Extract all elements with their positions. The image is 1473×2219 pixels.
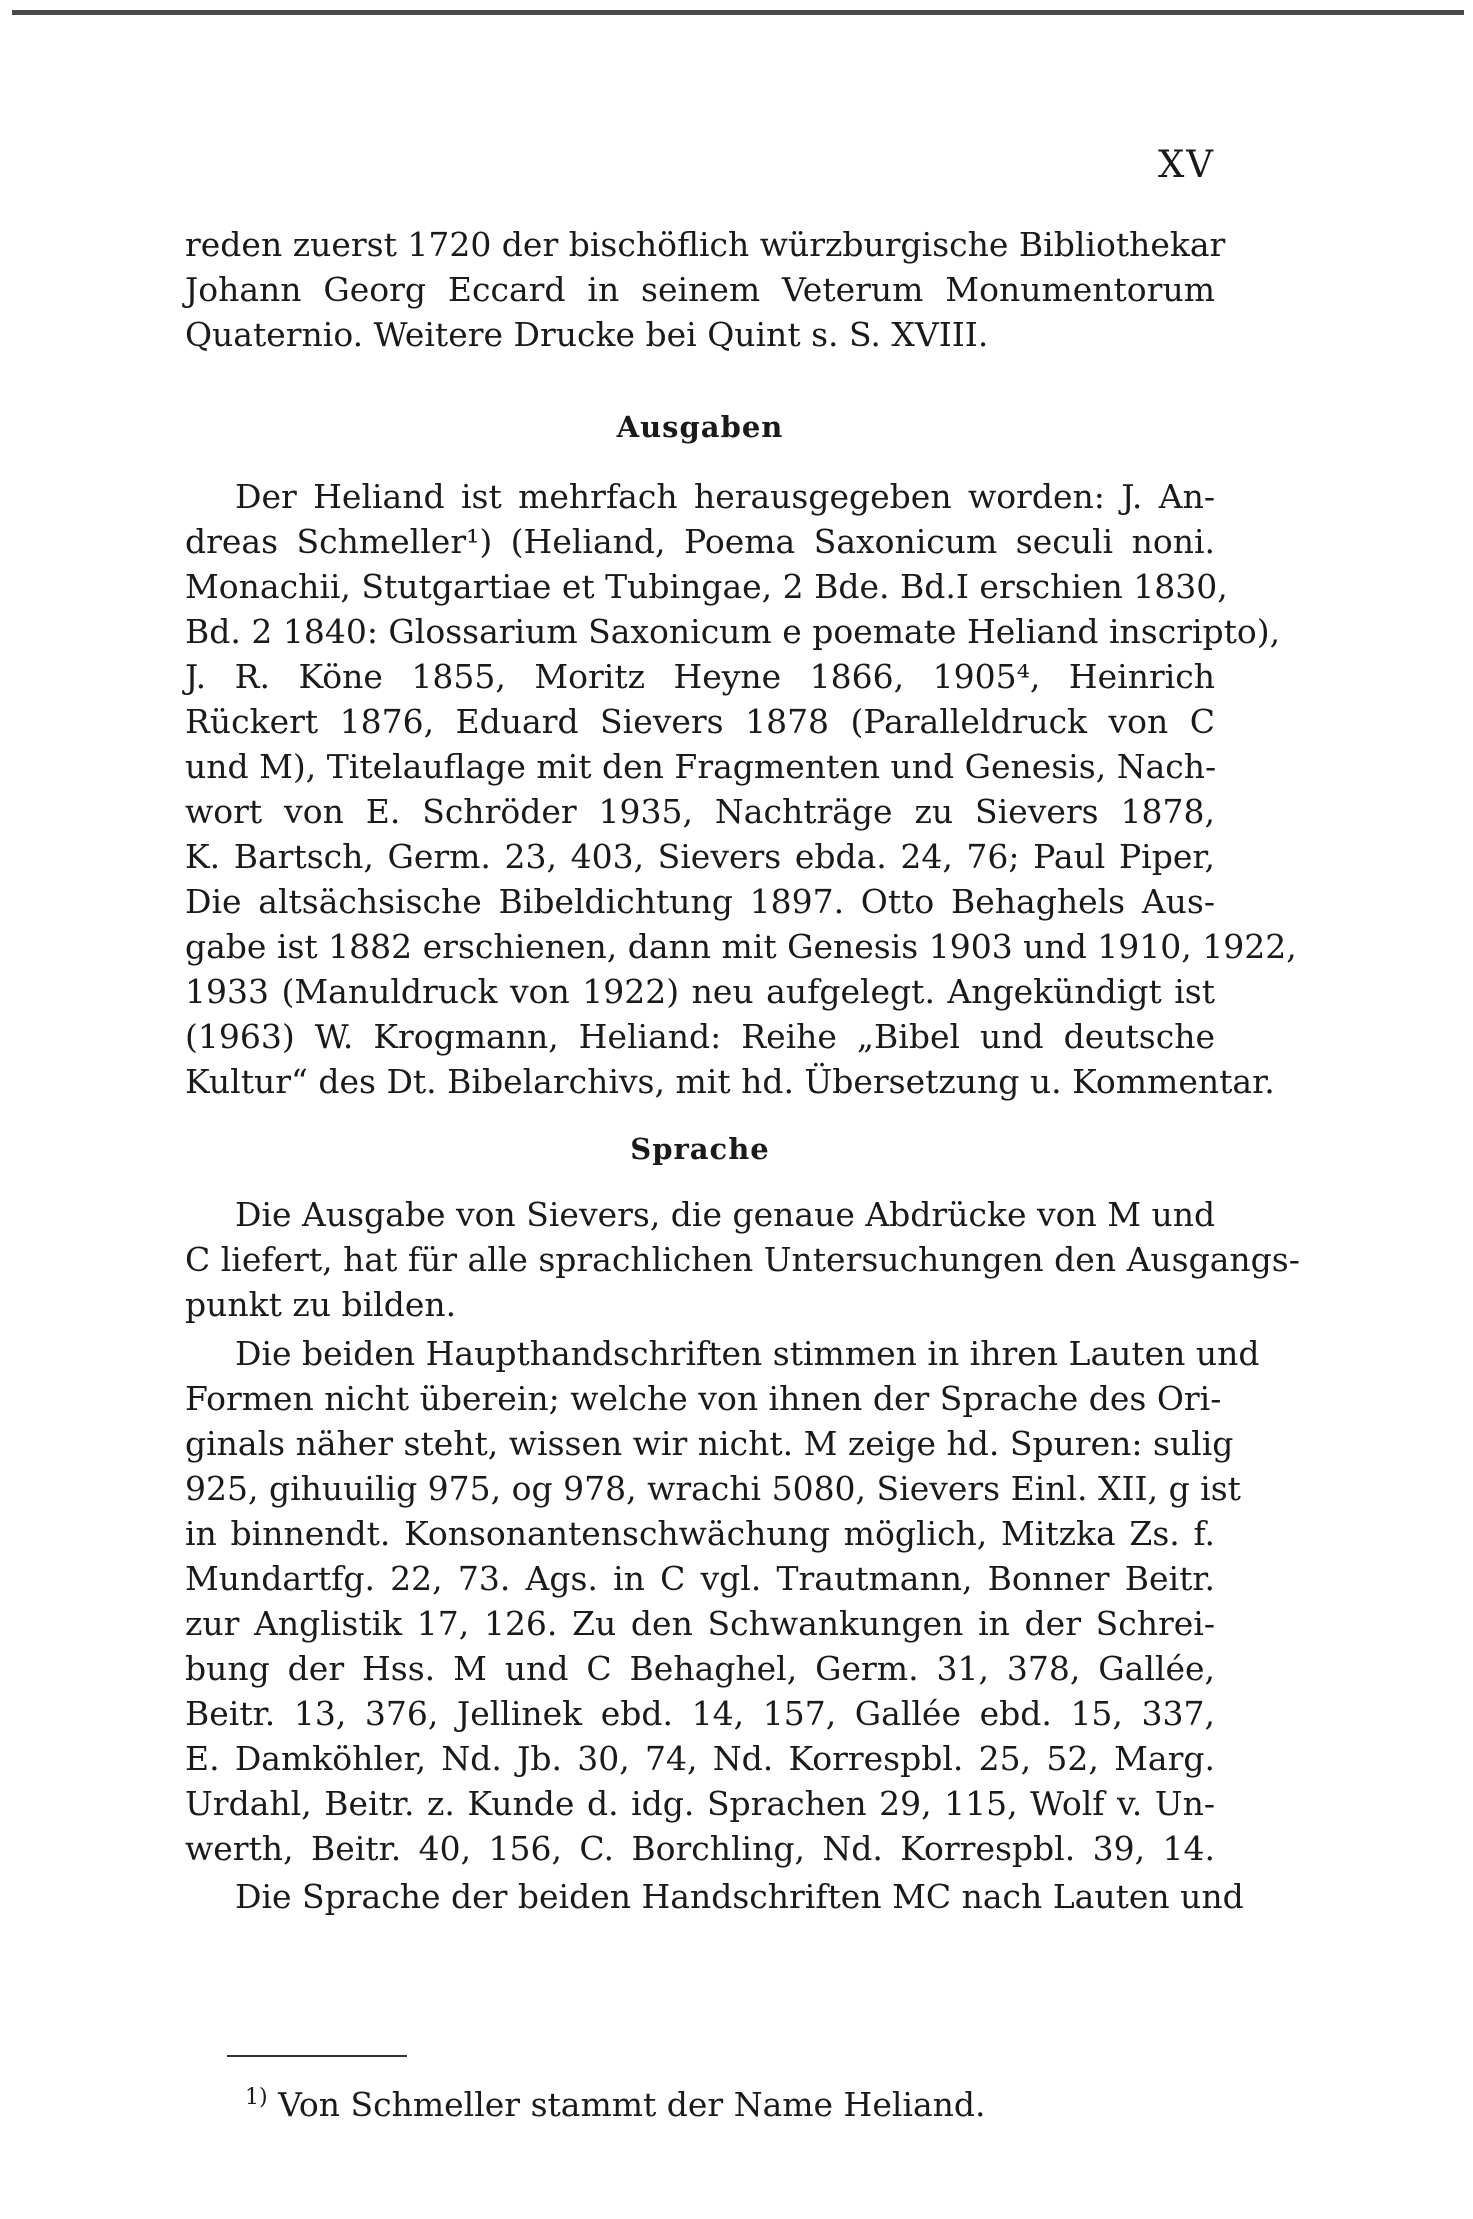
text-line: Formen nicht überein; welche von ihnen der Sprache des Ori- [185, 1379, 1222, 1418]
footnote [245, 2085, 986, 2124]
intro-paragraph [185, 222, 1226, 357]
text-line: Die Ausgabe von Sievers, die genaue Abdrücke von M und [235, 1195, 1216, 1234]
text-line: punkt zu bilden. [185, 1285, 457, 1324]
footnote-text: Von Schmeller stammt der Name Heliand. [278, 2085, 986, 2124]
section-heading-ausgaben: Ausgaben [616, 410, 784, 444]
text-line: E. Damköhler, Nd. Jb. 30, 74, Nd. Korrespbl. 25, 52, Marg. [185, 1739, 1215, 1778]
text-line: Urdahl, Beitr. z. Kunde d. idg. Sprachen 29, 115, Wolf v. Un- [185, 1784, 1215, 1823]
text-line: Bd. 2 1840: Glossarium Saxonicum e poemate Heliand inscripto), [185, 612, 1281, 651]
page-number: XV [1157, 143, 1215, 186]
text-line: Quaternio. Weitere Drucke bei Quint s. S. XVIII. [185, 315, 989, 354]
text-line: Monachii, Stutgartiae et Tubingae, 2 Bde. Bd.I erschien 1830, [185, 567, 1228, 606]
text-line: K. Bartsch, Germ. 23, 403, Sievers ebda. 24, 76; Paul Piper, [185, 837, 1215, 876]
text-line: zur Anglistik 17, 126. Zu den Schwankungen in der Schrei- [185, 1604, 1215, 1643]
footnote-separator [227, 2055, 407, 2057]
text-line: J. R. Köne 1855, Moritz Heyne 1866, 1905⁴, Heinrich [185, 657, 1215, 696]
text-line: werth, Beitr. 40, 156, C. Borchling, Nd. Korrespbl. 39, 14. [185, 1829, 1215, 1868]
text-line: Die altsächsische Bibeldichtung 1897. Otto Behaghels Aus- [185, 882, 1215, 921]
text-line: Die Sprache der beiden Handschriften MC nach Lauten und [235, 1877, 1244, 1916]
text-line: bung der Hss. M und C Behaghel, Germ. 31, 378, Gallée, [185, 1649, 1215, 1688]
footnote-marker: 1) [245, 2085, 268, 2110]
sprache-paragraph-3 [185, 1874, 1244, 1919]
text-line: Die beiden Haupthandschriften stimmen in ihren Lauten und [235, 1334, 1260, 1373]
text-line: gabe ist 1882 erschienen, dann mit Genesis 1903 und 1910, 1922, [185, 927, 1297, 966]
top-border-rule [12, 10, 1464, 15]
section-heading-sprache: Sprache [630, 1132, 770, 1166]
text-line: C liefert, hat für alle sprachlichen Untersuchungen den Ausgangs- [185, 1240, 1300, 1279]
sprache-paragraph-2 [185, 1331, 1260, 1871]
text-line: dreas Schmeller¹) (Heliand, Poema Saxonicum seculi noni. [185, 522, 1215, 561]
text-line: ginals näher steht, wissen wir nicht. M zeige hd. Spuren: sulig [185, 1424, 1234, 1463]
text-line: Johann Georg Eccard in seinem Veterum Monumentorum [185, 270, 1215, 309]
text-line: wort von E. Schröder 1935, Nachträge zu Sievers 1878, [185, 792, 1215, 831]
ausgaben-paragraph [185, 474, 1297, 1104]
text-line: 1933 (Manuldruck von 1922) neu aufgelegt. Angekündigt ist [185, 972, 1215, 1011]
text-line: Mundartfg. 22, 73. Ags. in C vgl. Trautmann, Bonner Beitr. [185, 1559, 1215, 1598]
text-line: (1963) W. Krogmann, Heliand: Reihe „Bibel und deutsche [185, 1017, 1215, 1056]
text-line: Kultur“ des Dt. Bibelarchivs, mit hd. Übersetzung u. Kommentar. [185, 1062, 1275, 1101]
text-line: Beitr. 13, 376, Jellinek ebd. 14, 157, Gallée ebd. 15, 337, [185, 1694, 1215, 1733]
text-line: Rückert 1876, Eduard Sievers 1878 (Paralleldruck von C [185, 702, 1215, 741]
text-line: und M), Titelauflage mit den Fragmenten und Genesis, Nach- [185, 747, 1217, 786]
sprache-paragraph-1 [185, 1192, 1300, 1327]
text-line: 925, gihuuilig 975, og 978, wrachi 5080, Sievers Einl. XII, g ist [185, 1469, 1241, 1508]
text-line: Der Heliand ist mehrfach herausgegeben worden: J. An- [235, 477, 1215, 516]
text-line: in binnendt. Konsonantenschwächung möglich, Mitzka Zs. f. [185, 1514, 1215, 1553]
text-line: reden zuerst 1720 der bischöflich würzburgische Bibliothekar [185, 225, 1226, 264]
